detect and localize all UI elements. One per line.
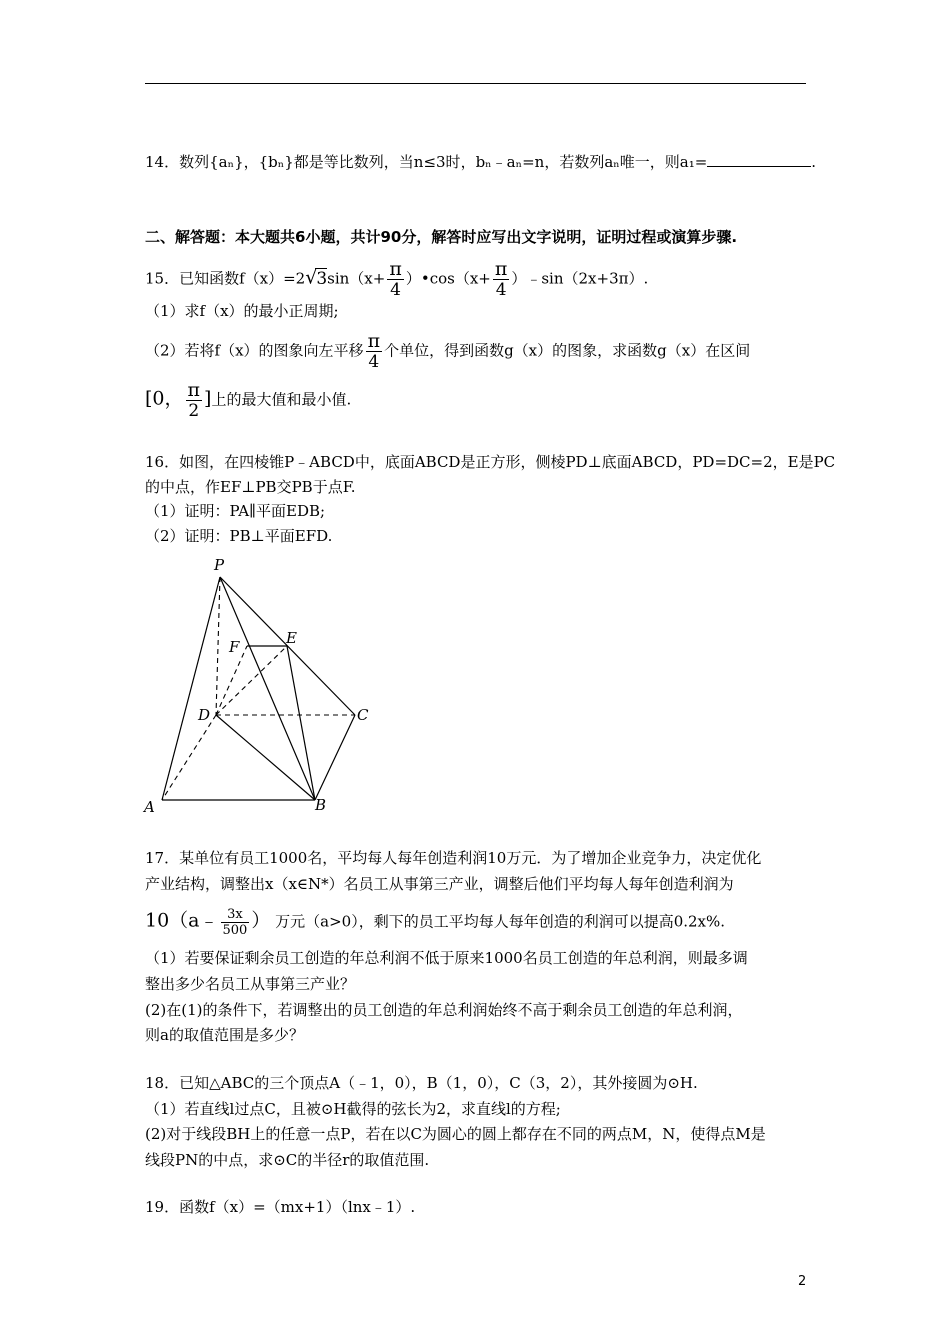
question-15-stem bbox=[145, 259, 648, 300]
q15-interval-line bbox=[145, 380, 351, 421]
q14-text-cont: ₙ}，{bₙ}都是等比数列，当n≤3时，bₙ﹣aₙ=n，若数列aₙ唯一，则a₁= bbox=[227, 153, 708, 171]
pyramid-figure bbox=[140, 550, 380, 820]
q18-stem: 18．已知△ABC的三个顶点A（﹣1，0），B（1，0），C（3，2），其外接圆为⊙H. bbox=[145, 1074, 698, 1092]
label-B: B bbox=[315, 796, 327, 814]
frac-den: 500 bbox=[222, 923, 248, 938]
q15-stem-b: sin（x+ bbox=[327, 269, 386, 288]
sqrt-sign: √ bbox=[305, 266, 318, 289]
edge-PA bbox=[162, 577, 220, 800]
frac-den: 4 bbox=[368, 352, 380, 372]
q17-part-2a: (2)在(1)的条件下，若调整出的员工创造的年总利润始终不高于剩余员工创造的年总利润， bbox=[145, 1001, 743, 1019]
header-rule bbox=[145, 83, 806, 84]
frac-num: π bbox=[389, 258, 402, 280]
edge-DA bbox=[162, 715, 216, 800]
q17-expression-line bbox=[145, 907, 725, 938]
q15-stem-a: 15．已知函数f（x）=2 bbox=[145, 269, 306, 288]
edge-PD bbox=[216, 577, 220, 715]
q16-part-2: （2）证明：PB⊥平面EFD. bbox=[145, 527, 333, 545]
fraction-pi-over-4 bbox=[387, 259, 404, 300]
fraction-pi-over-4 bbox=[366, 331, 383, 372]
q17-part-2b: 则a的取值范围是多少？ bbox=[145, 1026, 304, 1044]
q15-stem-c: ）•cos（x+ bbox=[405, 269, 491, 288]
q17-line-1: 17．某单位有员工1000名，平均每人每年创造利润10万元．为了增加企业竞争力，决定优化 bbox=[145, 849, 762, 867]
q15-part-1: （1）求f（x）的最小正周期; bbox=[145, 302, 339, 320]
q15-part-2 bbox=[145, 331, 750, 372]
frac-den: 4 bbox=[495, 280, 507, 300]
fraction-3x-over-500 bbox=[221, 907, 250, 938]
segment-DE bbox=[216, 646, 287, 715]
label-C: C bbox=[357, 706, 369, 724]
q14-text: 14．数列{a bbox=[145, 153, 228, 171]
q15-stem-d: ）﹣sin（2x+3π）. bbox=[511, 269, 649, 288]
label-F: F bbox=[229, 638, 240, 656]
answer-blank bbox=[707, 152, 811, 167]
q15-p2-a: （2）若将f（x）的图象向左平移 bbox=[145, 341, 364, 360]
q18-part-1: （1）若直线l过点C，且被⊙H截得的弦长为2，求直线l的方程; bbox=[145, 1100, 561, 1118]
page-number: 2 bbox=[798, 1274, 807, 1289]
q18-part-2b: 线段PN的中点，求⊙C的半径r的取值范围. bbox=[145, 1151, 430, 1169]
interval-close: ] bbox=[204, 387, 212, 410]
question-14 bbox=[145, 152, 816, 172]
q16-part-1: （1）证明：PA∥平面EDB; bbox=[145, 502, 326, 520]
frac-num: π bbox=[494, 258, 508, 280]
q18-part-2a: (2)对于线段BH上的任意一点P，若在以C为圆心的圆上都存在不同的两点M，N，使得点M是 bbox=[145, 1125, 766, 1143]
q15-p2-b: 个单位，得到函数g（x）的图象，求函数g（x）在区间 bbox=[384, 341, 751, 360]
label-A: A bbox=[144, 798, 155, 816]
q15-p2-d: 上的最大值和最小值. bbox=[211, 390, 352, 409]
q16-line-1: 16．如图，在四棱锥P﹣ABCD中，底面ABCD是正方形，侧棱PD⊥底面ABCD，PD=DC=2，E是PC bbox=[145, 453, 836, 471]
edge-PB bbox=[220, 577, 315, 800]
q17-part-1a: （1）若要保证剩余员工创造的年总利润不低于原来1000名员工创造的年总利润，则最多调 bbox=[145, 949, 748, 967]
frac-num: 3x bbox=[221, 907, 250, 923]
frac-den: 2 bbox=[188, 401, 200, 421]
label-P: P bbox=[214, 556, 225, 574]
q17-line-2: 产业结构，调整出x（x∈N*）名员工从事第三产业，调整后他们平均每人每年创造利润为 bbox=[145, 875, 734, 893]
frac-num: π bbox=[367, 330, 381, 352]
label-E: E bbox=[286, 629, 297, 647]
section-heading: 二、解答题：本大题共6小题，共计90分，解答时应写出文字说明，证明过程或演算步骤. bbox=[145, 228, 738, 246]
q17-line-3: 万元（a>0），剩下的员工平均每人每年创造的利润可以提高0.2x%. bbox=[275, 912, 726, 931]
q17-expr-b: ） bbox=[251, 909, 271, 932]
segment-DB bbox=[216, 715, 315, 800]
q16-line-2: 的中点，作EF⊥PB交PB于点F. bbox=[145, 478, 356, 496]
frac-num: π bbox=[187, 379, 201, 401]
fraction-pi-over-2 bbox=[186, 380, 203, 421]
q14-end: . bbox=[811, 153, 817, 171]
segment-DF bbox=[216, 646, 247, 715]
sqrt-arg: 3 bbox=[316, 268, 328, 289]
q17-expr-a: 10（a﹣ bbox=[145, 909, 219, 932]
fraction-pi-over-4 bbox=[493, 259, 510, 300]
edge-BC bbox=[315, 715, 355, 800]
q17-part-1b: 整出多少名员工从事第三产业？ bbox=[145, 975, 356, 993]
interval-open: [0， bbox=[145, 387, 184, 410]
frac-den: 4 bbox=[390, 280, 401, 300]
q19-stem: 19．函数f（x）=（mx+1）（lnx﹣1）. bbox=[145, 1198, 416, 1216]
label-D: D bbox=[198, 706, 211, 724]
